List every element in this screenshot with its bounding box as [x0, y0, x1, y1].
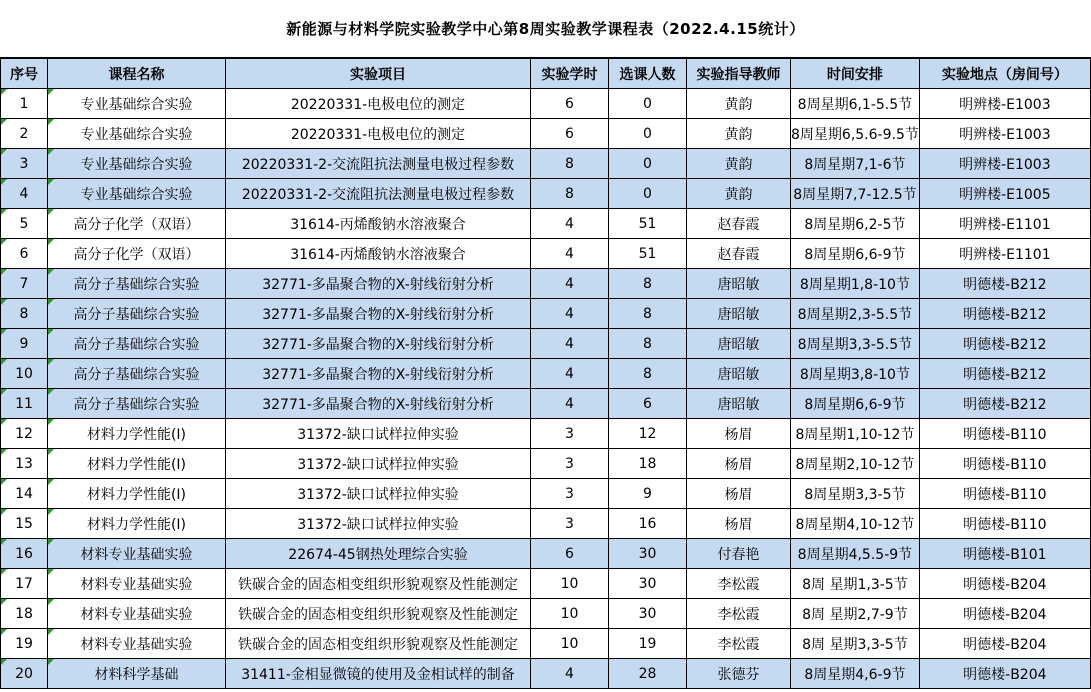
cell-no[interactable]: 2: [1, 119, 48, 149]
cell-place[interactable]: 明德楼-B110: [919, 419, 1090, 449]
cell-hours[interactable]: 4: [531, 239, 609, 269]
table-row: [1, 599, 1091, 629]
cell-hours[interactable]: 10: [531, 599, 609, 629]
cell-no[interactable]: 3: [1, 149, 48, 179]
cell-course[interactable]: 专业基础综合实验: [48, 149, 226, 179]
cell-course[interactable]: 材料科学基础: [48, 659, 226, 689]
cell-course[interactable]: 高分子基础综合实验: [48, 299, 226, 329]
cell-project[interactable]: 31372-缺口试样拉伸实验: [226, 509, 531, 539]
cell-time[interactable]: 8周星期2,10-12节: [791, 449, 920, 479]
cell-students[interactable]: 9: [609, 479, 687, 509]
cell-place[interactable]: 明德楼-B212: [919, 329, 1090, 359]
cell-course[interactable]: 高分子基础综合实验: [48, 269, 226, 299]
cell-project[interactable]: 铁碳合金的固态相变组织形貌观察及性能测定: [226, 629, 531, 659]
cell-teacher[interactable]: 黄韵: [687, 179, 791, 209]
cell-no[interactable]: 14: [1, 479, 48, 509]
cell-students[interactable]: 30: [609, 539, 687, 569]
cell-time[interactable]: 8周星期4,5.5-9节: [791, 539, 920, 569]
schedule-table: [0, 58, 1091, 689]
table-row: [1, 509, 1091, 539]
cell-teacher[interactable]: 杨眉: [687, 449, 791, 479]
header-hours[interactable]: 实验学时: [531, 59, 609, 89]
cell-time[interactable]: 8周星期1,8-10节: [791, 269, 920, 299]
cell-place[interactable]: 明德楼-B204: [919, 659, 1090, 689]
cell-teacher[interactable]: 唐昭敏: [687, 299, 791, 329]
cell-students[interactable]: 8: [609, 269, 687, 299]
cell-students[interactable]: 19: [609, 629, 687, 659]
cell-project[interactable]: 20220331-2-交流阻抗法测量电极过程参数: [226, 179, 531, 209]
cell-hours[interactable]: 8: [531, 179, 609, 209]
cell-hours[interactable]: 6: [531, 539, 609, 569]
cell-no[interactable]: 9: [1, 329, 48, 359]
cell-teacher[interactable]: 杨眉: [687, 479, 791, 509]
header-row: [1, 59, 1091, 89]
cell-course[interactable]: 材料专业基础实验: [48, 629, 226, 659]
cell-place[interactable]: 明辨楼-E1005: [919, 179, 1090, 209]
cell-project[interactable]: 32771-多晶聚合物的X-射线衍射分析: [226, 329, 531, 359]
cell-no[interactable]: 19: [1, 629, 48, 659]
cell-time[interactable]: 8周星期3,3-5.5节: [791, 329, 920, 359]
cell-place[interactable]: 明德楼-B204: [919, 599, 1090, 629]
cell-teacher[interactable]: 黄韵: [687, 119, 791, 149]
cell-course[interactable]: 专业基础综合实验: [48, 89, 226, 119]
cell-hours[interactable]: 3: [531, 449, 609, 479]
cell-place[interactable]: 明德楼-B212: [919, 299, 1090, 329]
cell-time[interactable]: 8周星期2,3-5.5节: [791, 299, 920, 329]
cell-hours[interactable]: 4: [531, 389, 609, 419]
cell-students[interactable]: 6: [609, 389, 687, 419]
cell-place[interactable]: 明德楼-B212: [919, 269, 1090, 299]
cell-course[interactable]: 材料力学性能(Ⅰ): [48, 449, 226, 479]
cell-no[interactable]: 20: [1, 659, 48, 689]
cell-no[interactable]: 15: [1, 509, 48, 539]
cell-project[interactable]: 31372-缺口试样拉伸实验: [226, 419, 531, 449]
cell-teacher[interactable]: 杨眉: [687, 419, 791, 449]
cell-no[interactable]: 6: [1, 239, 48, 269]
cell-time[interactable]: 8周 星期3,3-5节: [791, 629, 920, 659]
cell-hours[interactable]: 3: [531, 419, 609, 449]
cell-hours[interactable]: 8: [531, 149, 609, 179]
table-row: [1, 329, 1091, 359]
cell-teacher[interactable]: 赵春霞: [687, 239, 791, 269]
cell-project[interactable]: 20220331-电极电位的测定: [226, 119, 531, 149]
cell-time[interactable]: 8周星期4,6-9节: [791, 659, 920, 689]
cell-no[interactable]: 5: [1, 209, 48, 239]
cell-project[interactable]: 32771-多晶聚合物的X-射线衍射分析: [226, 299, 531, 329]
cell-teacher[interactable]: 李松霞: [687, 569, 791, 599]
cell-time[interactable]: 8周星期7,1-6节: [791, 149, 920, 179]
table-row: [1, 89, 1091, 119]
cell-course[interactable]: 专业基础综合实验: [48, 119, 226, 149]
table-row: [1, 299, 1091, 329]
cell-hours[interactable]: 6: [531, 89, 609, 119]
cell-students[interactable]: 51: [609, 239, 687, 269]
cell-teacher[interactable]: 赵春霞: [687, 209, 791, 239]
header-course[interactable]: 课程名称: [48, 59, 226, 89]
header-time[interactable]: 时间安排: [791, 59, 920, 89]
cell-students[interactable]: 16: [609, 509, 687, 539]
cell-project[interactable]: 22674-45钢热处理综合实验: [226, 539, 531, 569]
table-row: [1, 389, 1091, 419]
cell-no[interactable]: 1: [1, 89, 48, 119]
cell-students[interactable]: 28: [609, 659, 687, 689]
cell-no[interactable]: 7: [1, 269, 48, 299]
cell-students[interactable]: 8: [609, 299, 687, 329]
cell-place[interactable]: 明德楼-B110: [919, 449, 1090, 479]
cell-teacher[interactable]: 李松霞: [687, 599, 791, 629]
cell-place[interactable]: 明德楼-B212: [919, 359, 1090, 389]
cell-no[interactable]: 17: [1, 569, 48, 599]
cell-course[interactable]: 材料专业基础实验: [48, 539, 226, 569]
cell-project[interactable]: 31411-金相显微镜的使用及金相试样的制备: [226, 659, 531, 689]
table-row: [1, 539, 1091, 569]
cell-course[interactable]: 材料力学性能(Ⅰ): [48, 509, 226, 539]
cell-students[interactable]: 0: [609, 179, 687, 209]
cell-hours[interactable]: 6: [531, 119, 609, 149]
cell-project[interactable]: 31614-丙烯酸钠水溶液聚合: [226, 209, 531, 239]
table-row: [1, 569, 1091, 599]
cell-place[interactable]: 明德楼-B212: [919, 389, 1090, 419]
table-row: [1, 449, 1091, 479]
cell-time[interactable]: 8周星期6,5.6-9.5节: [791, 119, 920, 149]
header-no[interactable]: 序号: [1, 59, 48, 89]
cell-students[interactable]: 51: [609, 209, 687, 239]
cell-time[interactable]: 8周星期6,6-9节: [791, 239, 920, 269]
table-row: [1, 629, 1091, 659]
cell-teacher[interactable]: 张德芬: [687, 659, 791, 689]
cell-project[interactable]: 铁碳合金的固态相变组织形貌观察及性能测定: [226, 599, 531, 629]
cell-no[interactable]: 16: [1, 539, 48, 569]
table-row: [1, 659, 1091, 689]
cell-project[interactable]: 32771-多晶聚合物的X-射线衍射分析: [226, 359, 531, 389]
cell-course[interactable]: 材料专业基础实验: [48, 599, 226, 629]
table-row: [1, 239, 1091, 269]
header-teacher[interactable]: 实验指导教师: [687, 59, 791, 89]
cell-hours[interactable]: 4: [531, 299, 609, 329]
cell-course[interactable]: 材料力学性能(Ⅰ): [48, 419, 226, 449]
cell-course[interactable]: 高分子基础综合实验: [48, 329, 226, 359]
cell-course[interactable]: 高分子化学（双语）: [48, 239, 226, 269]
cell-no[interactable]: 13: [1, 449, 48, 479]
cell-no[interactable]: 10: [1, 359, 48, 389]
cell-place[interactable]: 明德楼-B110: [919, 509, 1090, 539]
cell-course[interactable]: 高分子基础综合实验: [48, 389, 226, 419]
header-place[interactable]: 实验地点（房间号）: [919, 59, 1090, 89]
cell-place[interactable]: 明德楼-B204: [919, 629, 1090, 659]
cell-students[interactable]: 0: [609, 89, 687, 119]
cell-project[interactable]: 32771-多晶聚合物的X-射线衍射分析: [226, 269, 531, 299]
cell-project[interactable]: 31372-缺口试样拉伸实验: [226, 449, 531, 479]
cell-hours[interactable]: 10: [531, 629, 609, 659]
table-row: [1, 209, 1091, 239]
table-row: [1, 119, 1091, 149]
cell-place[interactable]: 明辨楼-E1003: [919, 149, 1090, 179]
cell-teacher[interactable]: 唐昭敏: [687, 389, 791, 419]
table-row: [1, 479, 1091, 509]
cell-hours[interactable]: 4: [531, 209, 609, 239]
table-row: [1, 179, 1091, 209]
cell-teacher[interactable]: 黄韵: [687, 149, 791, 179]
cell-no[interactable]: 8: [1, 299, 48, 329]
cell-place[interactable]: 明辨楼-E1101: [919, 209, 1090, 239]
table-row: [1, 149, 1091, 179]
cell-place[interactable]: 明德楼-B110: [919, 479, 1090, 509]
cell-students[interactable]: 0: [609, 119, 687, 149]
cell-hours[interactable]: 4: [531, 359, 609, 389]
cell-time[interactable]: 8周 星期2,7-9节: [791, 599, 920, 629]
cell-course[interactable]: 高分子基础综合实验: [48, 359, 226, 389]
cell-students[interactable]: 8: [609, 329, 687, 359]
cell-no[interactable]: 11: [1, 389, 48, 419]
cell-project[interactable]: 32771-多晶聚合物的X-射线衍射分析: [226, 389, 531, 419]
cell-time[interactable]: 8周星期6,6-9节: [791, 389, 920, 419]
cell-teacher[interactable]: 唐昭敏: [687, 359, 791, 389]
cell-students[interactable]: 30: [609, 599, 687, 629]
cell-time[interactable]: 8周星期3,3-5节: [791, 479, 920, 509]
page-title: 新能源与材料学院实验教学中心第8周实验教学课程表（2022.4.15统计）: [286, 20, 805, 38]
cell-time[interactable]: 8周星期4,10-12节: [791, 509, 920, 539]
cell-project[interactable]: 31614-丙烯酸钠水溶液聚合: [226, 239, 531, 269]
cell-time[interactable]: 8周 星期1,3-5节: [791, 569, 920, 599]
cell-hours[interactable]: 3: [531, 509, 609, 539]
cell-hours[interactable]: 4: [531, 659, 609, 689]
cell-no[interactable]: 12: [1, 419, 48, 449]
cell-course[interactable]: 材料专业基础实验: [48, 569, 226, 599]
cell-place[interactable]: 明辨楼-E1101: [919, 239, 1090, 269]
cell-students[interactable]: 8: [609, 359, 687, 389]
cell-time[interactable]: 8周星期7,7-12.5节: [791, 179, 920, 209]
cell-course[interactable]: 专业基础综合实验: [48, 179, 226, 209]
cell-time[interactable]: 8周星期6,1-5.5节: [791, 89, 920, 119]
cell-hours[interactable]: 4: [531, 329, 609, 359]
cell-students[interactable]: 18: [609, 449, 687, 479]
cell-time[interactable]: 8周星期3,8-10节: [791, 359, 920, 389]
cell-no[interactable]: 4: [1, 179, 48, 209]
cell-teacher[interactable]: 唐昭敏: [687, 329, 791, 359]
cell-no[interactable]: 18: [1, 599, 48, 629]
cell-time[interactable]: 8周星期1,10-12节: [791, 419, 920, 449]
cell-teacher[interactable]: 杨眉: [687, 509, 791, 539]
cell-teacher[interactable]: 付春艳: [687, 539, 791, 569]
cell-project[interactable]: 31372-缺口试样拉伸实验: [226, 479, 531, 509]
table-row: [1, 269, 1091, 299]
cell-students[interactable]: 30: [609, 569, 687, 599]
cell-course[interactable]: 高分子化学（双语）: [48, 209, 226, 239]
cell-time[interactable]: 8周星期6,2-5节: [791, 209, 920, 239]
cell-teacher[interactable]: 李松霞: [687, 629, 791, 659]
title-cell[interactable]: [0, 0, 1091, 58]
cell-hours[interactable]: 4: [531, 269, 609, 299]
header-students[interactable]: 选课人数: [609, 59, 687, 89]
cell-project[interactable]: 20220331-2-交流阻抗法测量电极过程参数: [226, 149, 531, 179]
cell-hours[interactable]: 3: [531, 479, 609, 509]
cell-students[interactable]: 12: [609, 419, 687, 449]
table-body: [1, 89, 1091, 689]
header-project[interactable]: 实验项目: [226, 59, 531, 89]
cell-hours[interactable]: 10: [531, 569, 609, 599]
cell-place[interactable]: 明德楼-B101: [919, 539, 1090, 569]
cell-project[interactable]: 铁碳合金的固态相变组织形貌观察及性能测定: [226, 569, 531, 599]
cell-project[interactable]: 20220331-电极电位的测定: [226, 89, 531, 119]
cell-course[interactable]: 材料力学性能(Ⅰ): [48, 479, 226, 509]
cell-teacher[interactable]: 黄韵: [687, 89, 791, 119]
cell-teacher[interactable]: 唐昭敏: [687, 269, 791, 299]
cell-students[interactable]: 0: [609, 149, 687, 179]
table-row: [1, 359, 1091, 389]
cell-place[interactable]: 明辨楼-E1003: [919, 89, 1090, 119]
table-row: [1, 419, 1091, 449]
cell-place[interactable]: 明辨楼-E1003: [919, 119, 1090, 149]
cell-place[interactable]: 明德楼-B204: [919, 569, 1090, 599]
